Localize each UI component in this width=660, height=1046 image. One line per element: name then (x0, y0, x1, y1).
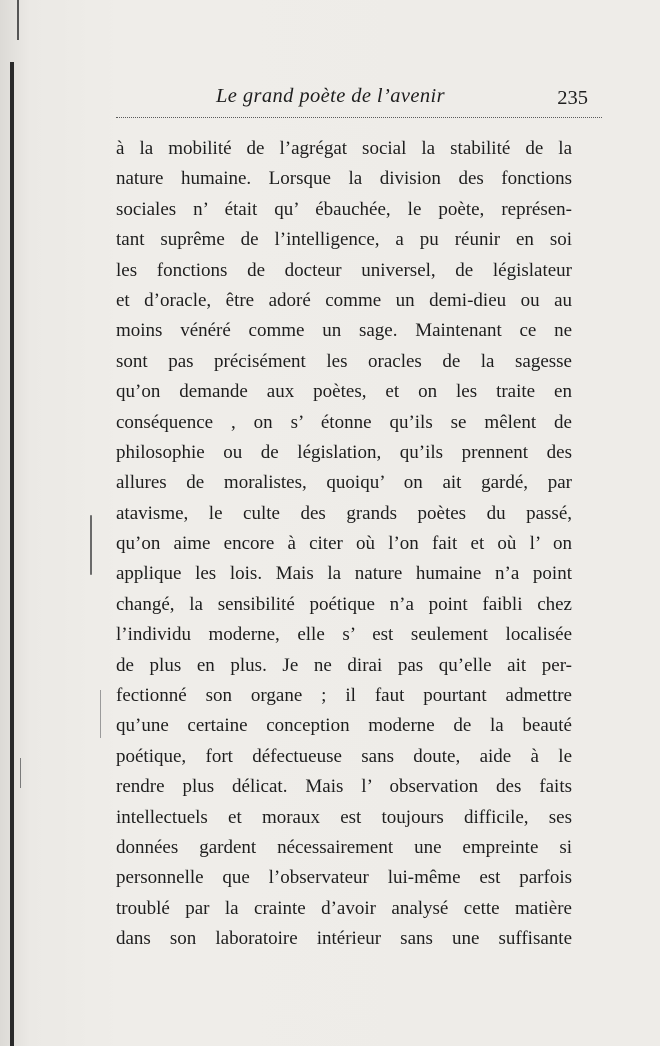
text-line: applique les lois. Mais la nature humaine n’a point (116, 563, 572, 585)
margin-mark (100, 690, 101, 738)
text-line: sociales n’ était qu’ ébauchée, le poète, représen- (116, 198, 572, 220)
text-line: conséquence , on s’ étonne qu’ils se mêlent de (116, 411, 572, 433)
text-line: changé, la sensibilité poétique n’a point faibli chez (116, 593, 572, 615)
text-line: qu’une certaine conception moderne de la beauté (116, 715, 572, 737)
text-line: allures de moralistes, quoiqu’ on ait gardé, par (116, 472, 572, 494)
text-line: atavisme, le culte des grands poètes du passé, (116, 502, 572, 524)
text-line: sont pas précisément les oracles de la sagesse (116, 350, 572, 372)
margin-mark (90, 515, 92, 575)
text-line: et d’oracle, être adoré comme un demi-dieu ou au (116, 289, 572, 311)
text-line: données gardent nécessairement une empreinte si (116, 836, 572, 858)
text-line: nature humaine. Lorsque la division des fonctions (116, 168, 572, 190)
text-line: dans son laboratoire intérieur sans une suffisante (116, 928, 572, 950)
page-header (116, 82, 602, 116)
text-line: de plus en plus. Je ne dirai pas qu’elle ait per- (116, 654, 572, 676)
text-line: moins vénéré comme un sage. Maintenant ce ne (116, 320, 572, 342)
text-line: personnelle que l’observateur lui-même est parfois (116, 867, 572, 889)
page-edge-mark (17, 0, 19, 40)
text-line: les fonctions de docteur universel, de législateur (116, 259, 572, 281)
text-line: intellectuels et moraux est toujours difficile, ses (116, 806, 572, 828)
running-title: Le grand poète de l’avenir (216, 85, 446, 107)
margin-mark (20, 758, 21, 788)
page-gutter-shadow (10, 62, 14, 1046)
text-line: fectionné son organe ; il faut pourtant admettre (116, 685, 572, 707)
text-line: philosophie ou de législation, qu’ils prennent des (116, 441, 572, 463)
text-line: qu’on demande aux poètes, et on les traite en (116, 381, 572, 403)
text-line: tant suprême de l’intelligence, a pu réunir en soi (116, 229, 572, 251)
text-line: rendre plus délicat. Mais l’ observation des faits (116, 776, 572, 798)
body-text (116, 134, 572, 955)
text-line: troublé par la crainte d’avoir analysé cette matière (116, 897, 572, 919)
header-rule (116, 117, 602, 118)
page-number: 235 (557, 87, 588, 109)
text-line: qu’on aime encore à citer où l’on fait et où l’ on (116, 533, 572, 555)
text-line: à la mobilité de l’agrégat social la stabilité de la (116, 138, 572, 159)
text-line: poétique, fort défectueuse sans doute, aide à le (116, 745, 572, 767)
text-line: l’individu moderne, elle s’ est seulement localisée (116, 624, 572, 646)
